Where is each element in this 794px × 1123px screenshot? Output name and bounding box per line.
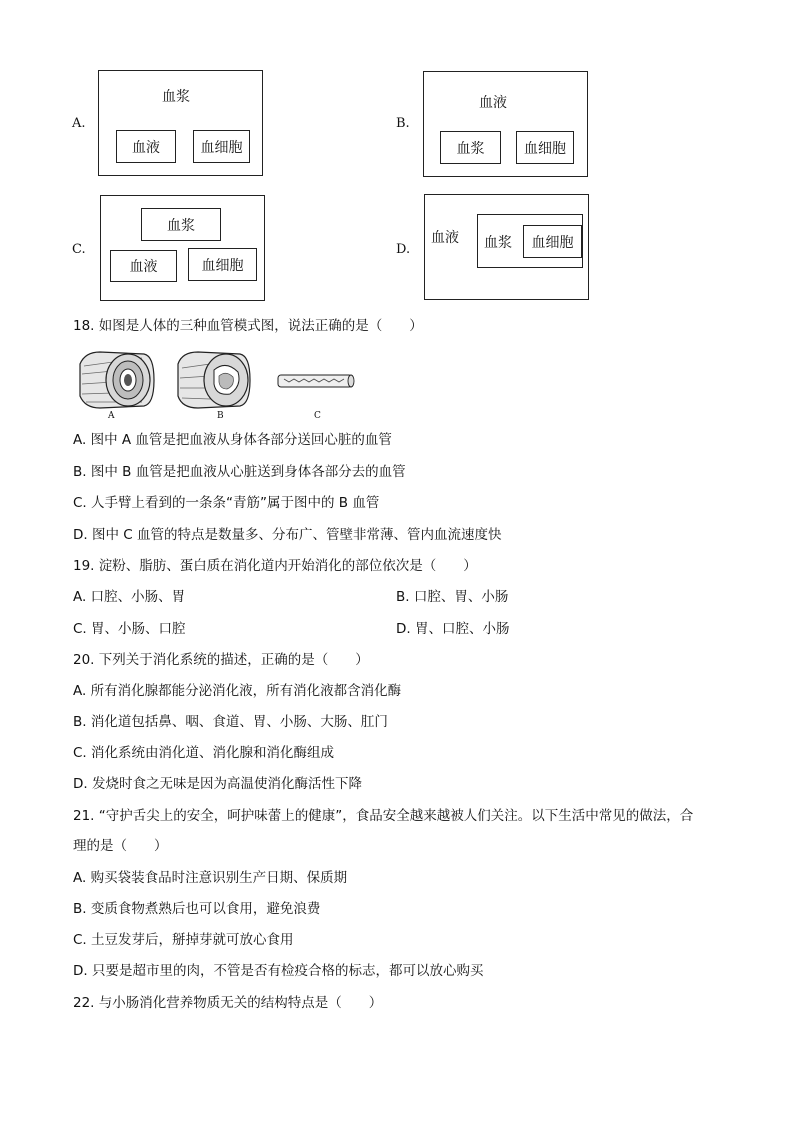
inner-box-1: 血浆 xyxy=(440,131,501,164)
option-letter: D. xyxy=(396,242,411,257)
outer-label: 血浆 xyxy=(162,89,190,105)
option-letter: C. xyxy=(72,242,86,257)
q19-stem: 19. 淀粉、脂肪、蛋白质在消化道内开始消化的部位依次是（ ） xyxy=(73,558,477,574)
inner-box: 血细胞 xyxy=(523,225,582,258)
vessel-label-c: C xyxy=(314,411,321,421)
middle-label: 血浆 xyxy=(484,235,512,251)
q21-option-d[interactable]: D. 只要是超市里的肉，不管是否有检疫合格的标志，都可以放心购买 xyxy=(73,963,484,979)
q18-option-c[interactable]: C. 人手臂上看到的一条条“青筋”属于图中的 B 血管 xyxy=(73,495,380,511)
q21-stem-line-1: 21. “守护舌尖上的安全，呵护味蕾上的健康”，食品安全越来越被人们关注。以下生活中常见的做法，合 xyxy=(73,808,694,824)
vessel-b-drawing xyxy=(178,352,250,408)
vessel-label-b: B xyxy=(217,411,224,421)
vessel-a-drawing xyxy=(80,352,154,408)
outer-box xyxy=(100,195,265,301)
outer-box xyxy=(423,71,588,177)
inner-box-1: 血液 xyxy=(110,250,177,282)
vessel-c-drawing xyxy=(278,375,354,387)
q21-option-c[interactable]: C. 土豆发芽后，掰掉芽就可放心食用 xyxy=(73,932,294,948)
q18-option-a[interactable]: A. 图中 A 血管是把血液从身体各部分送回心脏的血管 xyxy=(73,432,392,448)
q22-stem: 22. 与小肠消化营养物质无关的结构特点是（ ） xyxy=(73,995,383,1011)
outer-label-box: 血浆 xyxy=(141,208,221,241)
q19-option-c[interactable]: C. 胃、小肠、口腔 xyxy=(73,621,186,637)
inner-box-2: 血细胞 xyxy=(516,131,574,164)
q18-option-b[interactable]: B. 图中 B 血管是把血液从心脏送到身体各部分去的血管 xyxy=(73,464,406,480)
middle-box xyxy=(477,214,583,268)
q19-option-d[interactable]: D. 胃、口腔、小肠 xyxy=(396,621,510,637)
q19-option-a[interactable]: A. 口腔、小肠、胃 xyxy=(73,589,186,605)
q20-option-a[interactable]: A. 所有消化腺都能分泌消化液，所有消化液都含消化酶 xyxy=(73,683,402,699)
q21-option-b[interactable]: B. 变质食物煮熟后也可以食用，避免浪费 xyxy=(73,901,321,917)
outer-label: 血液 xyxy=(479,95,507,111)
outer-label: 血液 xyxy=(431,230,459,246)
outer-box xyxy=(424,194,589,300)
q21-stem-line-2: 理的是（ ） xyxy=(73,838,168,854)
option-letter: B. xyxy=(396,116,410,131)
q20-option-c[interactable]: C. 消化系统由消化道、消化腺和消化酶组成 xyxy=(73,745,335,761)
inner-box-2: 血细胞 xyxy=(193,130,250,163)
q19-option-b[interactable]: B. 口腔、胃、小肠 xyxy=(396,589,509,605)
inner-box-2: 血细胞 xyxy=(188,248,257,281)
q21-option-a[interactable]: A. 购买袋装食品时注意识别生产日期、保质期 xyxy=(73,870,348,886)
vessel-drawings xyxy=(70,346,360,414)
q20-stem: 20. 下列关于消化系统的描述，正确的是（ ） xyxy=(73,652,369,668)
option-letter: A. xyxy=(72,116,86,131)
q18-option-d[interactable]: D. 图中 C 血管的特点是数量多、分布广、管壁非常薄、管内血流速度快 xyxy=(73,527,502,543)
q20-option-b[interactable]: B. 消化道包括鼻、咽、食道、胃、小肠、大肠、肛门 xyxy=(73,714,388,730)
vessel-label-a: A xyxy=(108,411,115,421)
inner-box-1: 血液 xyxy=(116,130,176,163)
q18-stem: 18. 如图是人体的三种血管模式图，说法正确的是（ ） xyxy=(73,318,423,334)
q20-option-d[interactable]: D. 发烧时食之无味是因为高温使消化酶活性下降 xyxy=(73,776,362,792)
outer-box xyxy=(98,70,263,176)
